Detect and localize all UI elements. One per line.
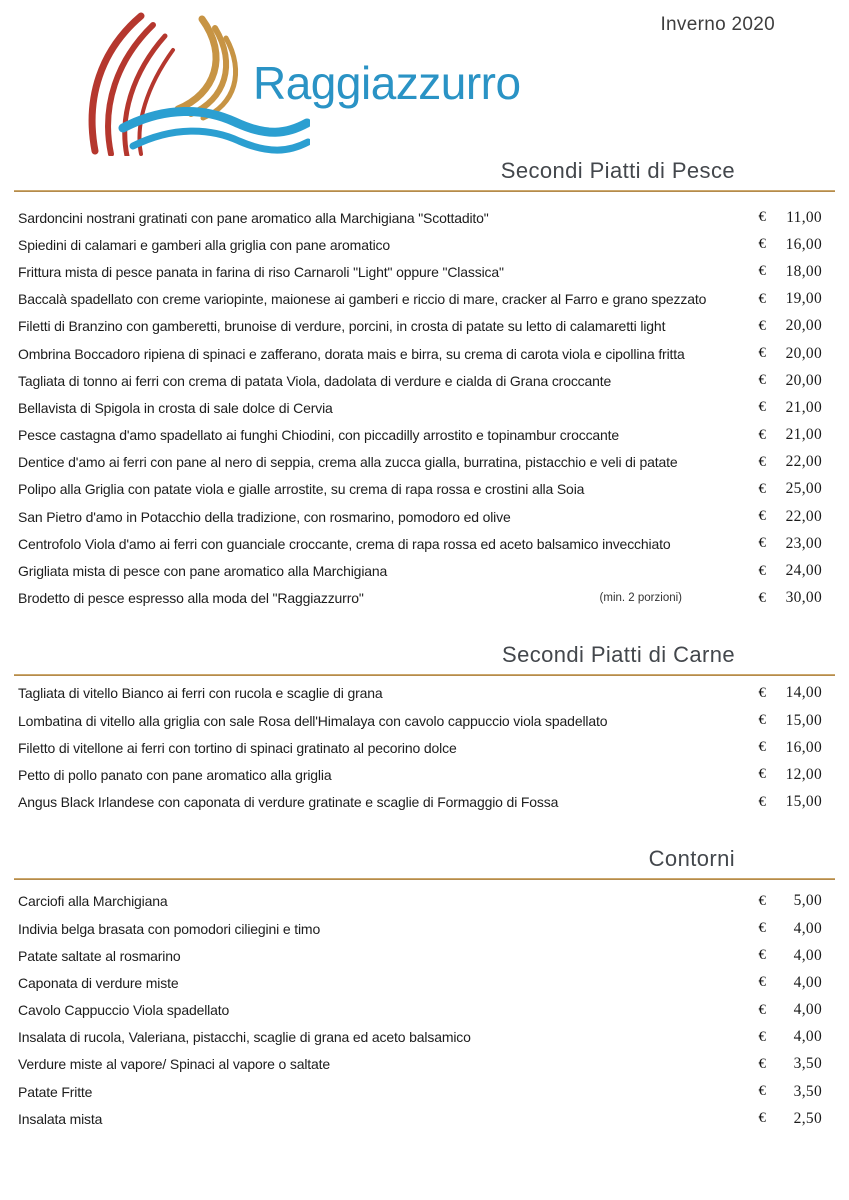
menu-item-row bbox=[18, 503, 822, 530]
item-price: 16,00 bbox=[785, 738, 822, 756]
menu-item-row bbox=[18, 761, 822, 788]
item-price: 18,00 bbox=[785, 262, 822, 280]
item-price: 4,00 bbox=[793, 973, 822, 991]
menu-item-row bbox=[18, 258, 822, 285]
item-currency: € bbox=[758, 793, 766, 810]
section-title: Contorni bbox=[648, 845, 735, 871]
item-currency: € bbox=[758, 453, 766, 470]
item-price: 22,00 bbox=[785, 507, 822, 525]
menu-item-row bbox=[18, 915, 822, 942]
item-currency: € bbox=[758, 399, 766, 416]
menu-section bbox=[0, 642, 849, 816]
menu-item-list bbox=[0, 888, 849, 1133]
item-note: (min. 2 porzioni) bbox=[599, 592, 682, 605]
item-currency: € bbox=[758, 209, 766, 226]
item-name: Spiedini di calamari e gamberi alla griglia con pane aromatico bbox=[18, 236, 391, 253]
item-name: Verdure miste al vapore/ Spinaci al vapore o saltate bbox=[18, 1056, 331, 1073]
item-price: 22,00 bbox=[785, 453, 822, 471]
item-price: 21,00 bbox=[785, 426, 822, 444]
menu-item-row bbox=[18, 231, 822, 258]
item-price: 14,00 bbox=[785, 684, 822, 702]
logo-gold-rays bbox=[178, 19, 236, 118]
item-currency: € bbox=[758, 589, 766, 606]
item-name: Polipo alla Griglia con patate viola e gialle arrostite, su crema di rapa rossa e crostini alla Soia bbox=[18, 481, 585, 498]
menu-item-row bbox=[18, 1051, 822, 1078]
item-price: 4,00 bbox=[793, 1028, 822, 1046]
menu-item-row bbox=[18, 204, 822, 231]
menu-item-row bbox=[18, 530, 822, 557]
item-currency: € bbox=[758, 508, 766, 525]
item-price: 23,00 bbox=[785, 534, 822, 552]
item-currency: € bbox=[758, 766, 766, 783]
section-divider bbox=[14, 878, 835, 880]
item-currency: € bbox=[758, 1001, 766, 1018]
menu-item-row bbox=[18, 997, 822, 1024]
item-currency: € bbox=[758, 263, 766, 280]
menu-item-row bbox=[18, 340, 822, 367]
item-currency: € bbox=[758, 1055, 766, 1072]
item-currency: € bbox=[758, 290, 766, 307]
item-name: Angus Black Irlandese con caponata di verdure gratinate e scaglie di Formaggio di Fossa bbox=[18, 794, 559, 811]
item-price: 25,00 bbox=[785, 480, 822, 498]
item-price: 11,00 bbox=[786, 208, 822, 226]
item-name: Filetto di vitellone ai ferri con tortino di spinaci gratinato al pecorino dolce bbox=[18, 739, 457, 756]
item-name: Bellavista di Spigola in crosta di sale dolce di Cervia bbox=[18, 399, 333, 416]
item-currency: € bbox=[758, 920, 766, 937]
item-currency: € bbox=[758, 562, 766, 579]
menu-item-row bbox=[18, 557, 822, 584]
item-price: 15,00 bbox=[785, 793, 822, 811]
menu-item-row bbox=[18, 313, 822, 340]
item-price: 20,00 bbox=[785, 344, 822, 362]
menu-item-row bbox=[18, 942, 822, 969]
item-name: Indivia belga brasata con pomodori ciliegini e timo bbox=[18, 920, 321, 937]
menu-item-row bbox=[18, 734, 822, 761]
menu-item-row bbox=[18, 707, 822, 734]
item-price: 20,00 bbox=[785, 317, 822, 335]
menu-item-row bbox=[18, 1078, 822, 1105]
menu-item-row bbox=[18, 449, 822, 476]
item-currency: € bbox=[758, 974, 766, 991]
menu-item-row bbox=[18, 888, 822, 915]
item-currency: € bbox=[758, 317, 766, 334]
item-name: Caponata di verdure miste bbox=[18, 974, 179, 991]
menu-item-row bbox=[18, 286, 822, 313]
menu-item-row bbox=[18, 476, 822, 503]
item-price: 16,00 bbox=[785, 235, 822, 253]
item-name: Cavolo Cappuccio Viola spadellato bbox=[18, 1002, 230, 1019]
item-currency: € bbox=[758, 480, 766, 497]
item-currency: € bbox=[758, 236, 766, 253]
item-name: Filetti di Branzino con gamberetti, brunoise di verdure, porcini, in crosta di patate su letto di calamaretti light bbox=[18, 318, 666, 335]
section-divider bbox=[14, 674, 835, 676]
item-name: Patate saltate al rosmarino bbox=[18, 947, 181, 964]
item-price: 19,00 bbox=[785, 290, 822, 308]
item-currency: € bbox=[758, 684, 766, 701]
item-currency: € bbox=[758, 345, 766, 362]
menu-item-row bbox=[18, 1024, 822, 1051]
item-price: 4,00 bbox=[793, 919, 822, 937]
menu-section bbox=[0, 158, 849, 612]
brand-name: Raggiazzurro bbox=[253, 57, 521, 109]
item-price: 20,00 bbox=[785, 371, 822, 389]
item-name: Pesce castagna d'amo spadellato ai funghi Chiodini, con piccadilly arrostito e topinambur croccante bbox=[18, 427, 620, 444]
item-price: 3,50 bbox=[793, 1055, 822, 1073]
menu-item-row bbox=[18, 585, 822, 612]
item-currency: € bbox=[758, 712, 766, 729]
item-name: Ombrina Boccadoro ripiena di spinaci e zafferano, dorata mais e birra, su crema di carota viola e cipollina fritta bbox=[18, 345, 685, 362]
item-name: Tagliata di tonno ai ferri con crema di patata Viola, dadolata di verdure e cialda di Grana croccante bbox=[18, 372, 612, 389]
menu-item-row bbox=[18, 789, 822, 816]
item-name: Carciofi alla Marchigiana bbox=[18, 893, 168, 910]
item-name: Baccalà spadellato con creme variopinte, maionese ai gamberi e riccio di mare, cracker al Farro e grano spezzato bbox=[18, 291, 707, 308]
item-price: 4,00 bbox=[793, 946, 822, 964]
item-name: Insalata di rucola, Valeriana, pistacchi, scaglie di grana ed aceto balsamico bbox=[18, 1029, 471, 1046]
item-currency: € bbox=[758, 426, 766, 443]
season-label: Inverno 2020 bbox=[660, 14, 775, 35]
section-divider bbox=[14, 190, 835, 192]
menu-sections bbox=[0, 158, 849, 1132]
item-currency: € bbox=[758, 1110, 766, 1127]
menu-item-row bbox=[18, 367, 822, 394]
item-name: San Pietro d'amo in Potacchio della tradizione, con rosmarino, pomodoro ed olive bbox=[18, 508, 511, 525]
menu-item-row bbox=[18, 1105, 822, 1132]
item-name: Frittura mista di pesce panata in farina di riso Carnaroli "Light" oppure "Classica" bbox=[18, 263, 504, 280]
item-name: Sardoncini nostrani gratinati con pane aromatico alla Marchigiana "Scottadito" bbox=[18, 209, 489, 226]
item-currency: € bbox=[758, 892, 766, 909]
menu-section bbox=[0, 846, 849, 1133]
section-title: Secondi Piatti di Carne bbox=[502, 641, 735, 667]
item-price: 2,50 bbox=[793, 1109, 822, 1127]
item-name: Tagliata di vitello Bianco ai ferri con rucola e scaglie di grana bbox=[18, 685, 383, 702]
section-title: Secondi Piatti di Pesce bbox=[500, 158, 735, 183]
item-currency: € bbox=[758, 1028, 766, 1045]
item-name: Patate Fritte bbox=[18, 1083, 93, 1100]
item-currency: € bbox=[758, 947, 766, 964]
item-currency: € bbox=[758, 372, 766, 389]
item-name: Grigliata mista di pesce con pane aromatico alla Marchigiana bbox=[18, 563, 388, 580]
logo-blue-waves bbox=[123, 111, 308, 150]
item-name: Dentice d'amo ai ferri con pane al nero di seppia, crema alla zucca gialla, burratina, pistacchio e veli di patate bbox=[18, 454, 678, 471]
item-price: 21,00 bbox=[785, 398, 822, 416]
menu-item-row bbox=[18, 969, 822, 996]
menu-header bbox=[0, 0, 849, 150]
item-name: Insalata mista bbox=[18, 1110, 103, 1127]
item-price: 4,00 bbox=[793, 1001, 822, 1019]
item-price: 30,00 bbox=[785, 589, 822, 607]
item-name: Centrofolo Viola d'amo ai ferri con guanciale croccante, crema di rapa rossa ed aceto balsamico invecchiato bbox=[18, 535, 671, 552]
item-currency: € bbox=[758, 1083, 766, 1100]
item-name: Lombatina di vitello alla griglia con sale Rosa dell'Himalaya con cavolo cappuccio viola spadellato bbox=[18, 712, 608, 729]
menu-item-row bbox=[18, 680, 822, 707]
menu-item-row bbox=[18, 422, 822, 449]
menu-item-list bbox=[0, 204, 849, 612]
item-price: 15,00 bbox=[785, 711, 822, 729]
item-price: 12,00 bbox=[785, 765, 822, 783]
menu-item-list bbox=[0, 680, 849, 816]
item-currency: € bbox=[758, 535, 766, 552]
item-name: Petto di pollo panato con pane aromatico alla griglia bbox=[18, 766, 332, 783]
item-price: 3,50 bbox=[793, 1082, 822, 1100]
item-price: 24,00 bbox=[785, 562, 822, 580]
menu-item-row bbox=[18, 394, 822, 421]
item-price: 5,00 bbox=[793, 892, 822, 910]
item-currency: € bbox=[758, 739, 766, 756]
item-name: Brodetto di pesce espresso alla moda del "Raggiazzurro" bbox=[18, 590, 364, 607]
